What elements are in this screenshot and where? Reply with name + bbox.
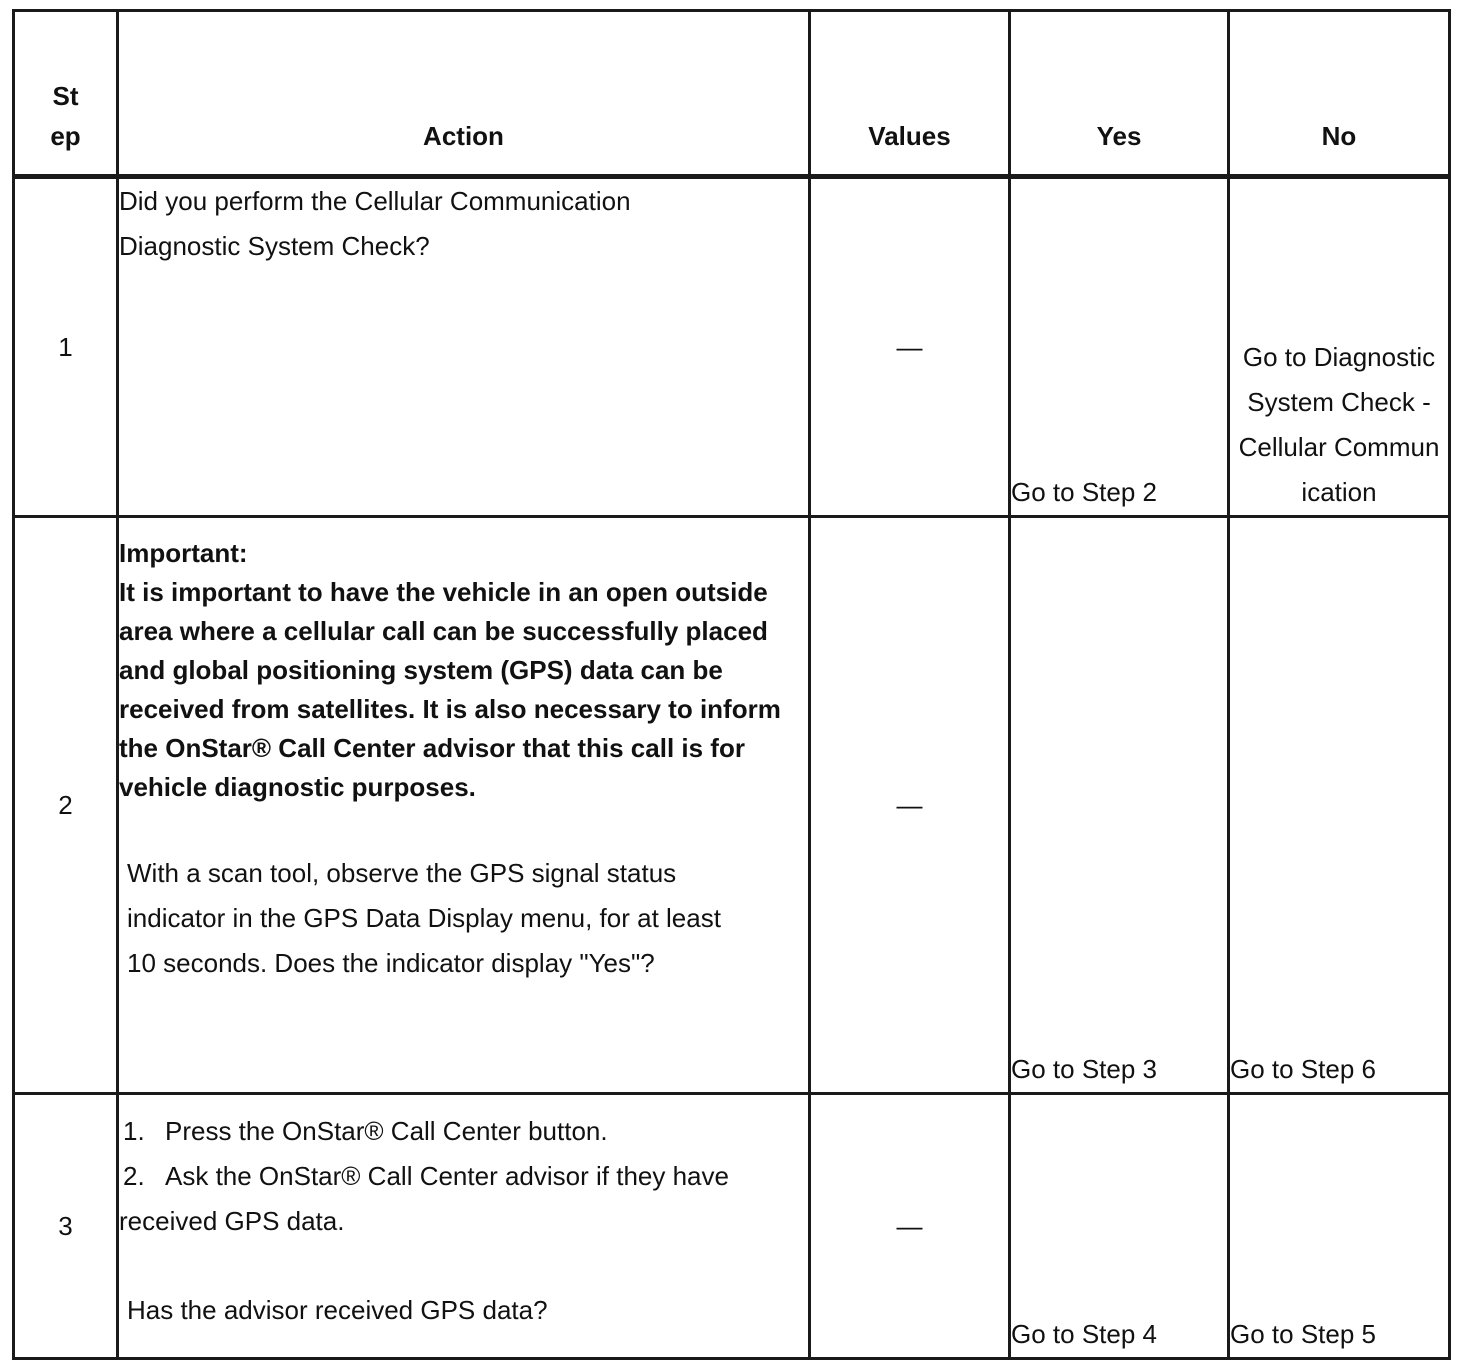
yes-cell: Go to Step 2 (1010, 177, 1229, 517)
diagnostic-steps-table (12, 9, 1451, 1360)
action-cell (118, 517, 810, 1094)
no-cell: Go to Step 5 (1229, 1094, 1450, 1359)
header-action: Action (118, 11, 810, 177)
list-number: 2. (123, 1161, 145, 1191)
important-label: Important: (119, 538, 248, 568)
no-cell: Go to Diagnostic System Check - Cellular Communication (1229, 177, 1450, 517)
values-cell: — (810, 517, 1010, 1094)
header-no: No (1229, 11, 1450, 177)
header-values: Values (810, 11, 1010, 177)
yes-cell: Go to Step 4 (1010, 1094, 1229, 1359)
list-text: Ask the OnStar® Call Center advisor if they have received GPS data. (119, 1161, 729, 1236)
table-row (14, 177, 1450, 517)
action-cell (118, 177, 810, 517)
values-cell: — (810, 1094, 1010, 1359)
important-note: It is important to have the vehicle in an open outside area where a cellular call can be successfully placed and global positioning system (GPS) data can be received from satellites. It is also necessary to inform the OnStar® Call Center advisor that this call is for vehicle diagnostic purposes. (119, 577, 781, 802)
action-cell (118, 1094, 810, 1359)
values-cell: — (810, 177, 1010, 517)
list-item (119, 1154, 808, 1244)
list-text: Press the OnStar® Call Center button. (165, 1116, 608, 1146)
list-number: 1. (123, 1116, 145, 1146)
list-item (119, 1109, 808, 1154)
no-cell: Go to Step 6 (1229, 517, 1450, 1094)
table-row (14, 1094, 1450, 1359)
header-step (14, 11, 118, 177)
step-number: 1 (14, 177, 118, 517)
action-text: With a scan tool, observe the GPS signal status indicator in the GPS Data Display menu, for at least 10 seconds. Does the indicator display "Yes"? (127, 858, 721, 978)
header-step-line2: ep (50, 121, 81, 151)
step-number: 3 (14, 1094, 118, 1359)
header-step-line1: St (52, 81, 79, 111)
header-row (14, 11, 1450, 177)
action-text: Did you perform the Cellular Communication Diagnostic System Check? (119, 186, 631, 261)
header-yes: Yes (1010, 11, 1229, 177)
step-number: 2 (14, 517, 118, 1094)
question-text: Has the advisor received GPS data? (127, 1295, 548, 1325)
yes-cell: Go to Step 3 (1010, 517, 1229, 1094)
table-row (14, 517, 1450, 1094)
